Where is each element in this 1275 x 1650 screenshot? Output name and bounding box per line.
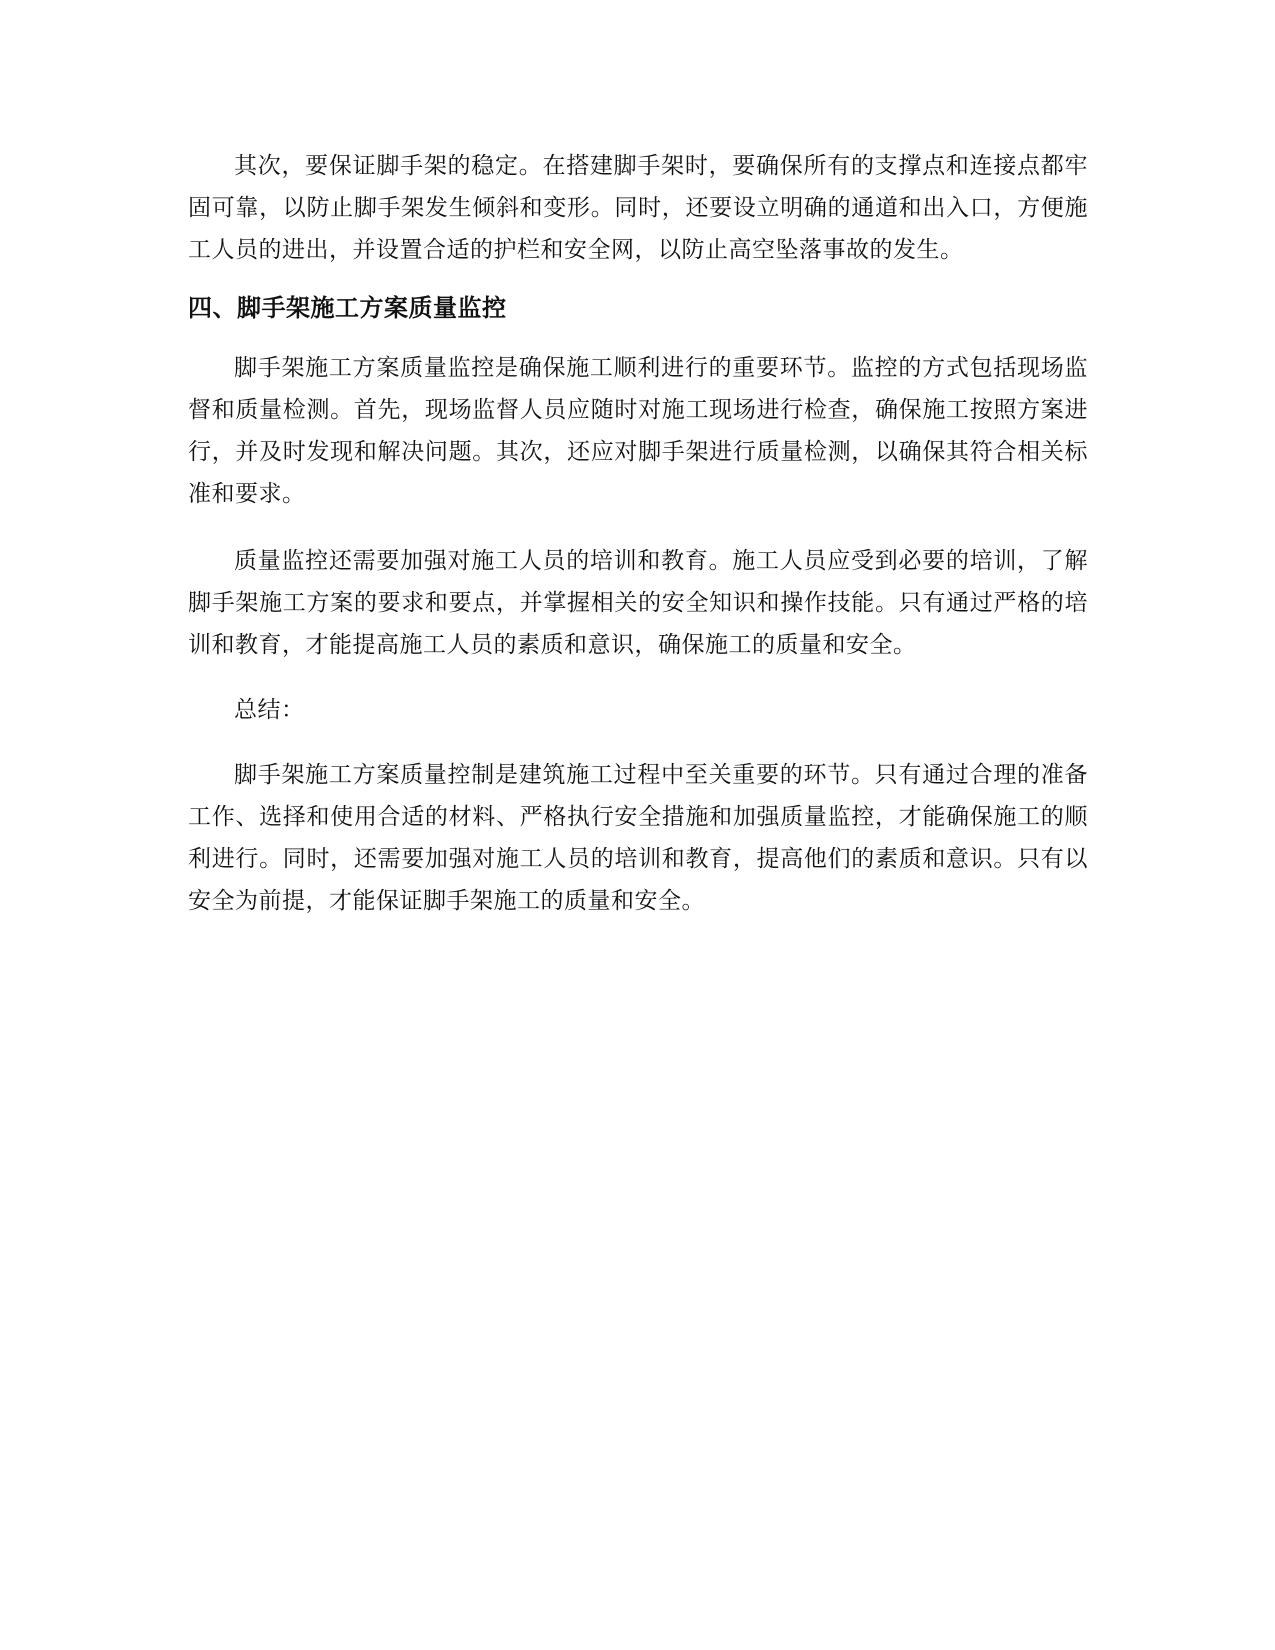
paragraph-monitoring-methods: 脚手架施工方案质量监控是确保施工顺利进行的重要环节。监控的方式包括现场监督和质量检测。首先，现场监督人员应随时对施工现场进行检查，确保施工按照方案进行，并及时发现和解决问题。其次，还应对脚手架进行质量检测，以确保其符合相关标准和要求。	[188, 355, 1088, 507]
paragraph-training: 质量监控还需要加强对施工人员的培训和教育。施工人员应受到必要的培训，了解脚手架施工方案的要求和要点，并掌握相关的安全知识和操作技能。只有通过严格的培训和教育，才能提高施工人员的素质和意识，确保施工的质量和安全。	[188, 548, 1088, 658]
paragraph-summary: 脚手架施工方案质量控制是建筑施工过程中至关重要的环节。只有通过合理的准备工作、选择和使用合适的材料、严格执行安全措施和加强质量监控，才能确保施工的顺利进行。同时，还需要加强对施工人员的培训和教育，提高他们的素质和意识。只有以安全为前提，才能保证脚手架施工的质量和安全。	[188, 762, 1088, 914]
section-heading-quality-monitoring: 四、脚手架施工方案质量监控	[188, 294, 507, 322]
summary-label: 总结：	[234, 697, 305, 723]
paragraph-stability: 其次，要保证脚手架的稳定。在搭建脚手架时，要确保所有的支撑点和连接点都牢固可靠，以防止脚手架发生倾斜和变形。同时，还要设立明确的通道和出入口，方便施工人员的进出，并设置合适的护栏和安全网，以防止高空坠落事故的发生。	[188, 153, 1088, 263]
document-body	[188, 145, 1088, 922]
